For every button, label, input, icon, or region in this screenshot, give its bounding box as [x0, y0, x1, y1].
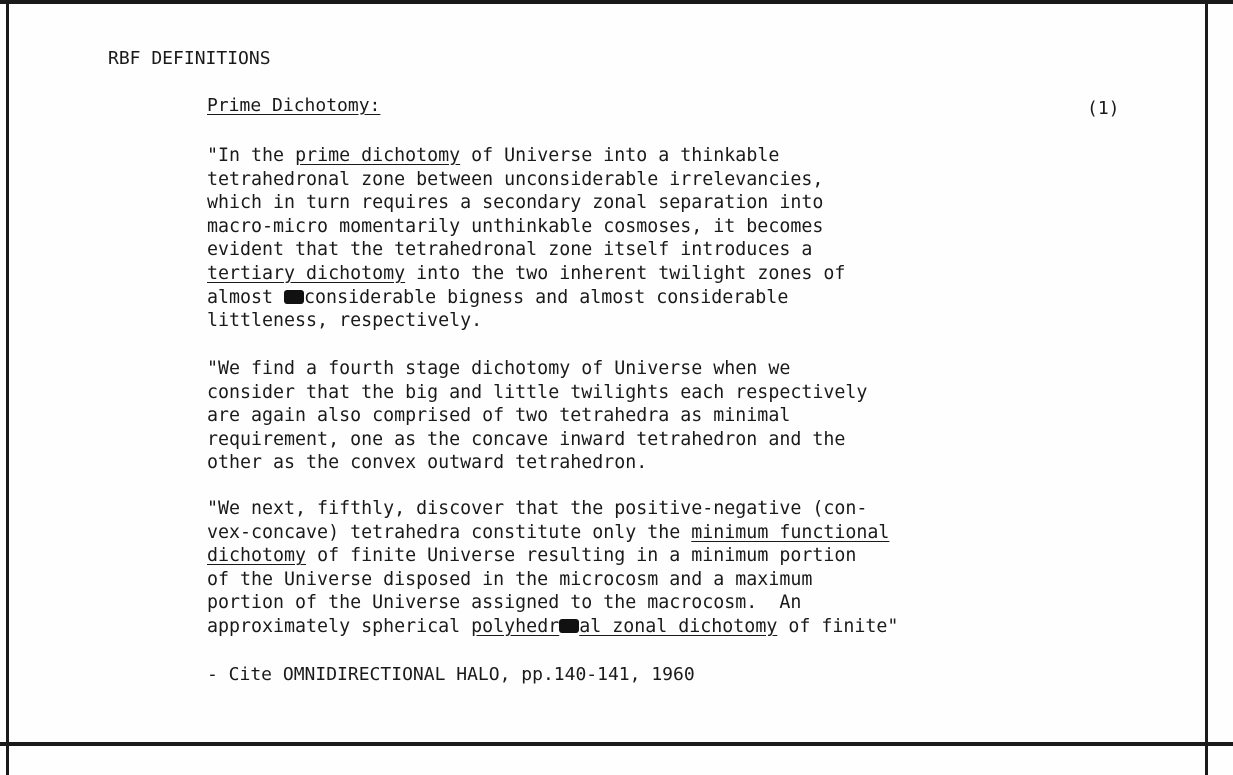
paragraph-line: approximately spherical polyhedr al zonal dichotomy of finite"	[207, 615, 899, 637]
underlined-term: minimum functional	[691, 521, 890, 543]
paragraph-line: consider that the big and little twilights each respectively	[207, 381, 868, 403]
paragraph-line: vex-concave) tetrahedra constitute only the minimum functional	[207, 521, 890, 543]
citation: - Cite OMNIDIRECTIONAL HALO, pp.140-141, 1960	[207, 664, 695, 685]
paragraph-line: other as the convex outward tetrahedron.	[207, 452, 648, 474]
paragraph-line: "We find a fourth stage dichotomy of Universe when we	[207, 358, 791, 379]
ink-blot	[284, 290, 304, 304]
document-heading: RBF DEFINITIONS	[108, 48, 271, 69]
paragraph-line: tertiary dichotomy into the two inherent twilight zones of	[207, 262, 846, 284]
paragraph-line: which in turn requires a secondary zonal separation into	[207, 192, 824, 214]
card-right-border	[1205, 0, 1208, 775]
paragraph-line: "In the prime dichotomy of Universe into a thinkable	[207, 145, 780, 166]
paragraph	[207, 497, 898, 639]
card-left-border	[6, 0, 9, 775]
paragraph	[207, 357, 867, 475]
paragraph-line: macro-micro momentarily unthinkable cosmoses, it becomes	[207, 215, 824, 237]
paragraph-line: "We next, fifthly, discover that the positive-negative (con-	[207, 498, 868, 519]
entry-title: Prime Dichotomy:	[207, 95, 381, 116]
underlined-term: polyhedr	[471, 615, 560, 637]
entry-number: (1)	[1087, 98, 1120, 119]
paragraph-line: dichotomy of finite Universe resulting in a minimum portion	[207, 545, 857, 567]
paragraph-line: portion of the Universe assigned to the macrocosm. An	[207, 592, 802, 614]
paragraph-line: of the Universe disposed in the microcosm and a maximum	[207, 568, 813, 590]
paragraph-line: evident that the tetrahedronal zone itself introduces a	[207, 239, 813, 261]
underlined-term: dichotomy	[207, 545, 307, 567]
card-top-border	[0, 0, 1233, 4]
card-bottom-border	[0, 742, 1233, 746]
paragraph-line: are again also comprised of two tetrahedra as minimal	[207, 405, 791, 427]
paragraph-line: requirement, one as the concave inward tetrahedron and the	[207, 428, 846, 450]
paragraph-line: tetrahedronal zone between unconsiderable irrelevancies,	[207, 168, 824, 190]
paragraph	[207, 144, 845, 333]
ink-blot	[559, 619, 579, 633]
paragraph-line: almost considerable bigness and almost considerable	[207, 286, 789, 308]
underlined-term: tertiary dichotomy	[207, 262, 406, 284]
paragraph-line: littleness, respectively.	[207, 310, 483, 332]
underlined-term: prime dichotomy	[295, 145, 461, 166]
underlined-term: al zonal dichotomy	[579, 615, 778, 637]
